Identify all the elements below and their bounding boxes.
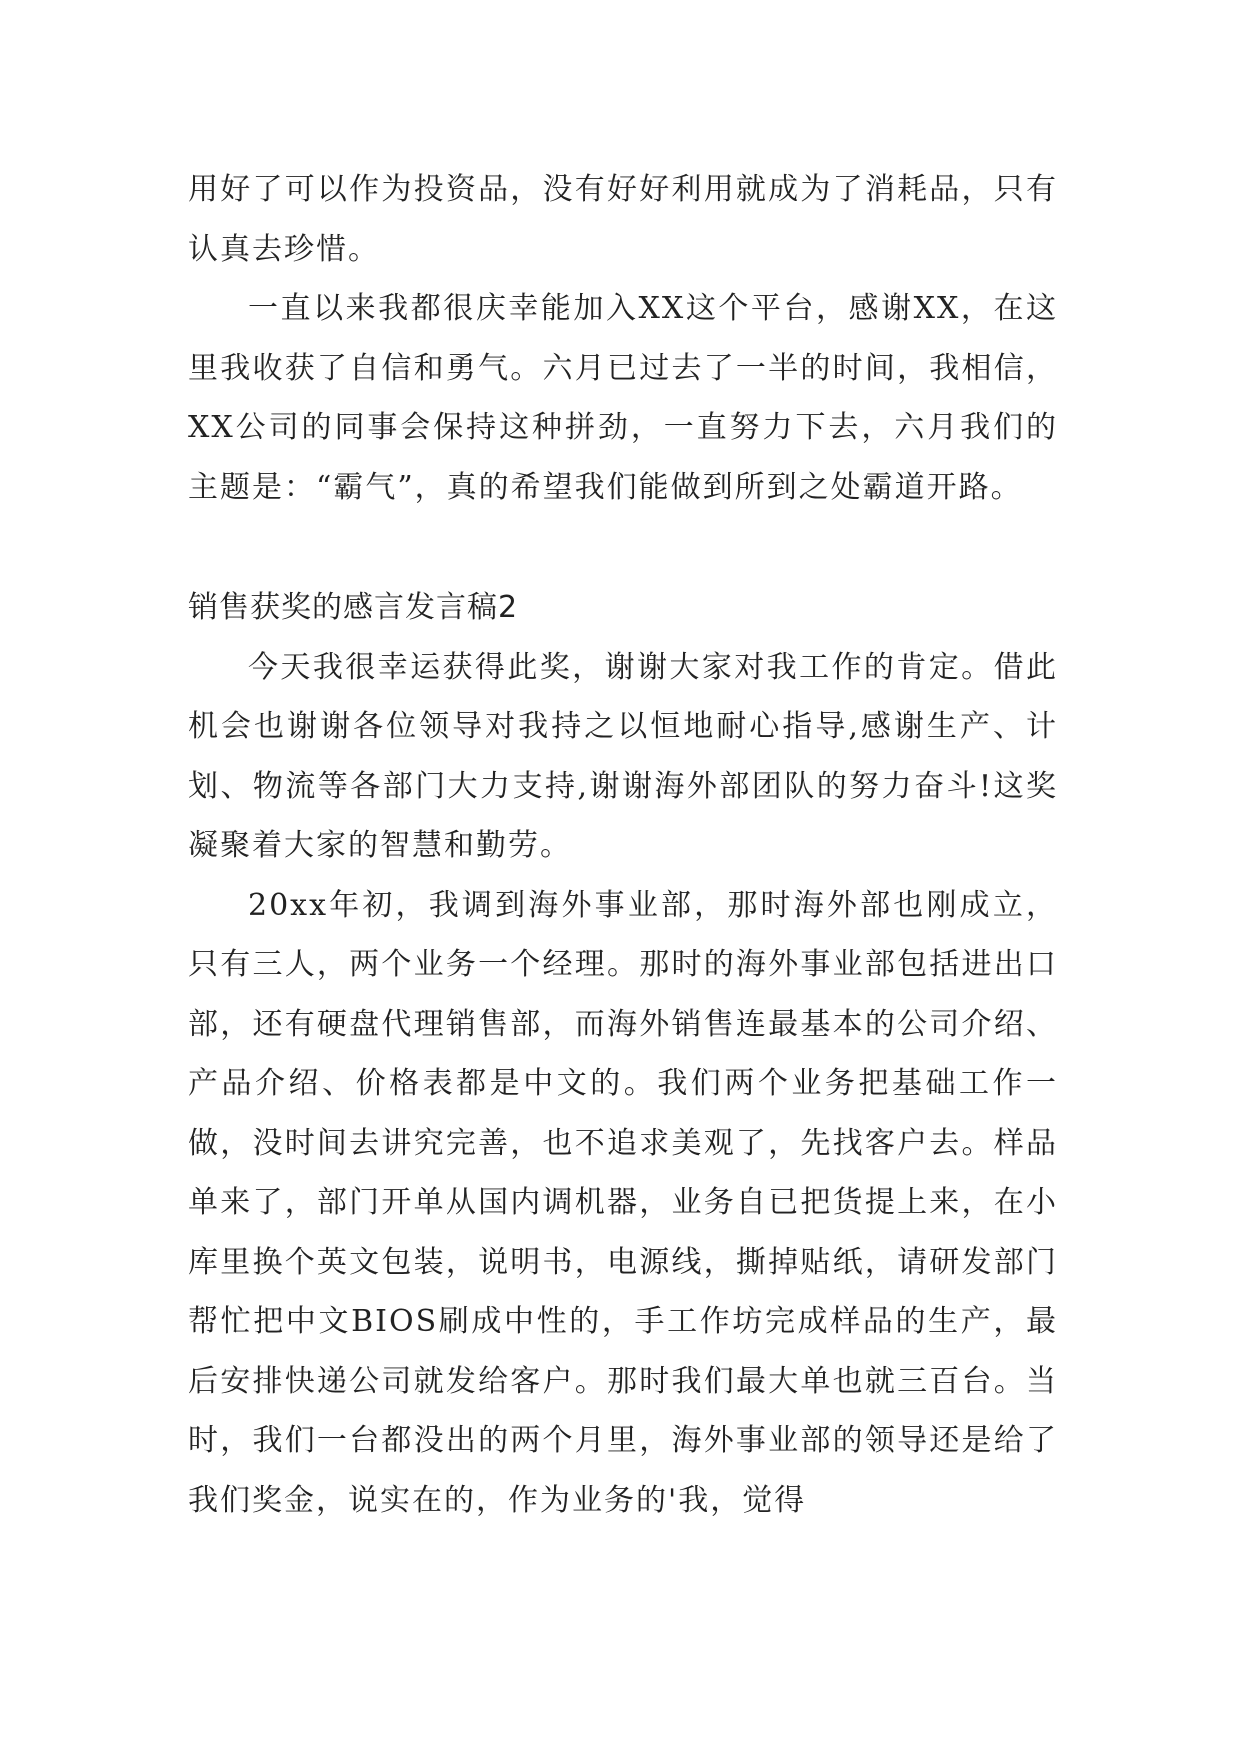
document-body bbox=[188, 160, 1058, 1530]
paragraph-continued: 用好了可以作为投资品，没有好好利用就成为了消耗品，只有认真去珍惜。 bbox=[188, 172, 1058, 267]
paragraph: 今天我很幸运获得此奖，谢谢大家对我工作的肯定。借此机会也谢谢各位领导对我持之以恒地耐心指导,感谢生产、计划、物流等各部门大力支持,谢谢海外部团队的努力奋斗!这奖凝聚着大家的智慧和勤劳。 bbox=[188, 649, 1058, 863]
paragraph: 一直以来我都很庆幸能加入XX这个平台，感谢XX，在这里我收获了自信和勇气。六月已过去了一半的时间，我相信，XX公司的同事会保持这种拼劲，一直努力下去，六月我们的主题是：“霸气”，真的希望我们能做到所到之处霸道开路。 bbox=[188, 291, 1058, 505]
section-title: 销售获奖的感言发言稿2 bbox=[188, 590, 519, 625]
section-spacer bbox=[188, 517, 1058, 578]
paragraph: 20xx年初，我调到海外事业部，那时海外部也刚成立，只有三人，两个业务一个经理。那时的海外事业部包括进出口部，还有硬盘代理销售部，而海外销售连最基本的公司介绍、产品介绍、价格表都是中文的。我们两个业务把基础工作一做，没时间去讲究完善，也不追求美观了，先找客户去。样品单来了，部门开单从国内调机器，业务自已把货提上来，在小库里换个英文包装，说明书，电源线，撕掉贴纸，请研发部门帮忙把中文BIOS刷成中性的，手工作坊完成样品的生产，最后安排快递公司就发给客户。那时我们最大单也就三百台。当时，我们一台都没出的两个月里，海外事业部的领导还是给了我们奖金，说实在的，作为业务的'我，觉得 bbox=[188, 887, 1058, 1518]
